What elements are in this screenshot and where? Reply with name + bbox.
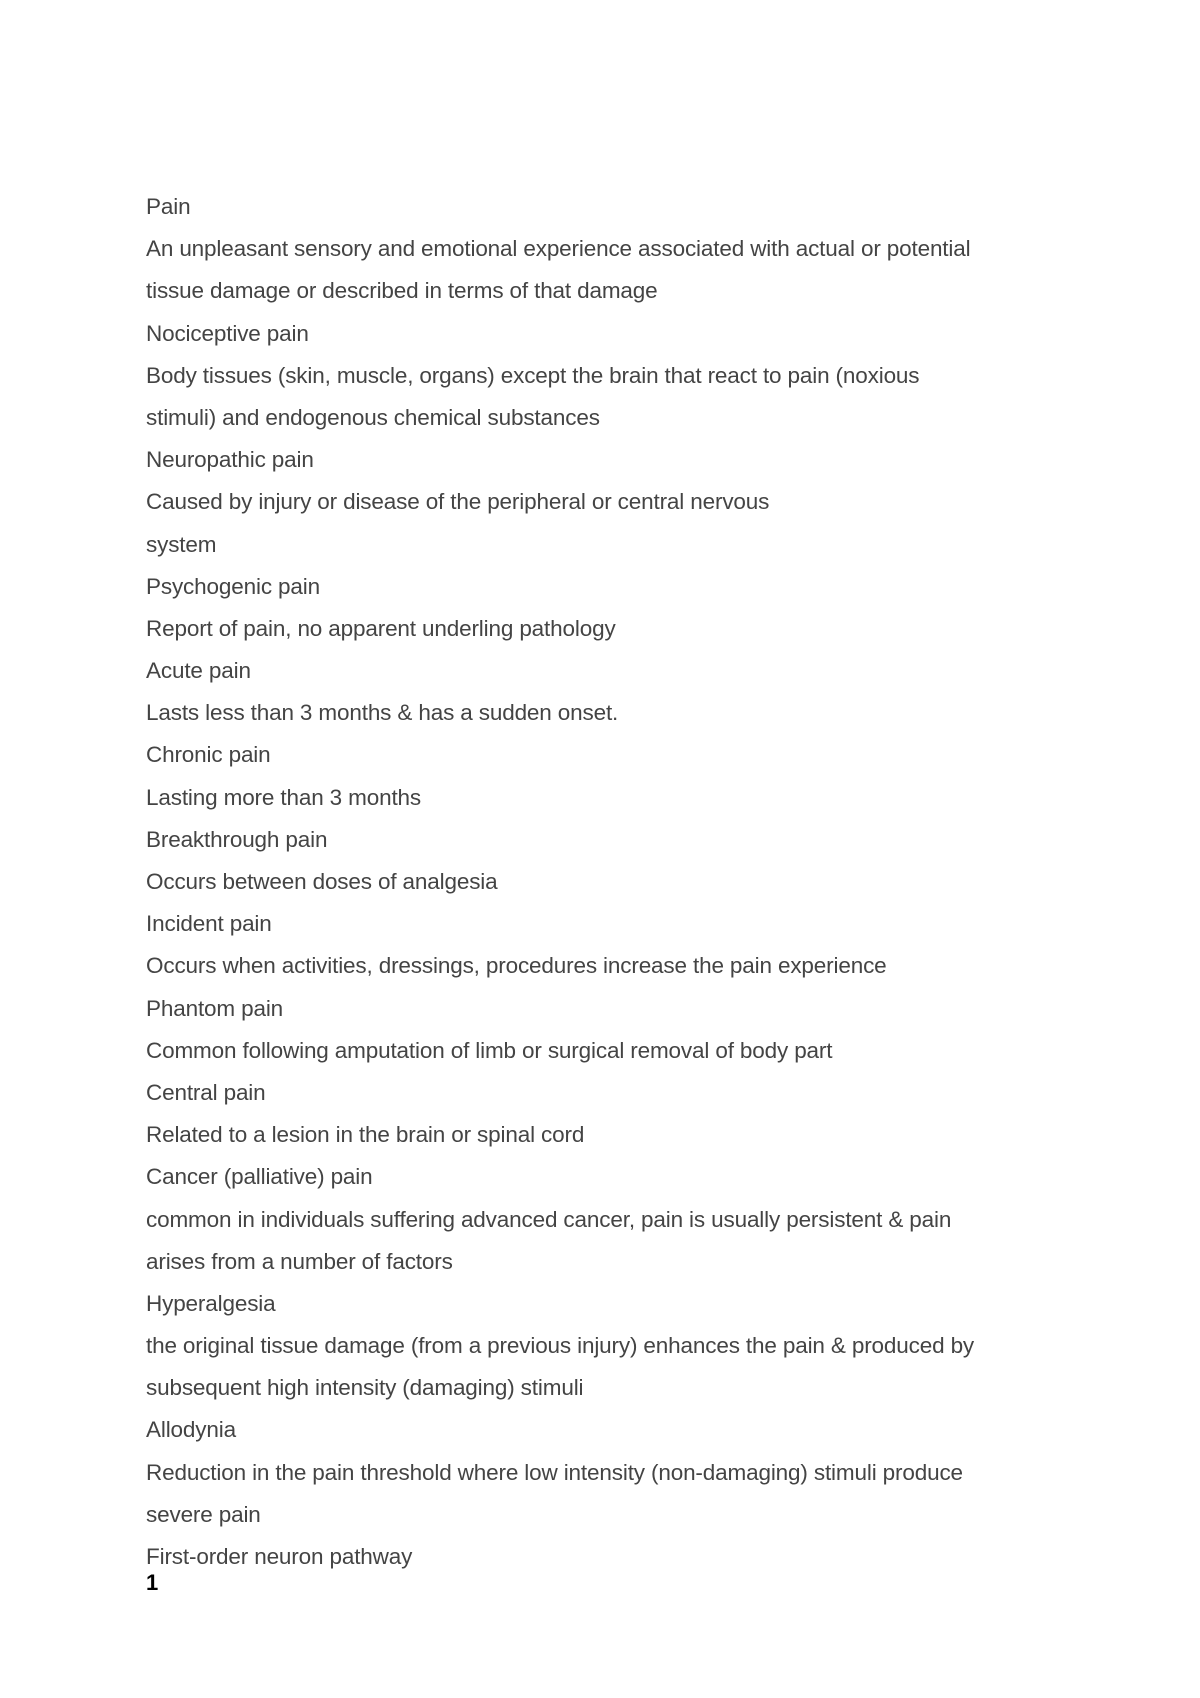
text-line: Breakthrough pain [146,826,328,852]
text-line: Hyperalgesia [146,1290,276,1316]
text-line: First-order neuron pathway [146,1544,413,1569]
text-line: stimuli) and endogenous chemical substances [146,404,600,430]
text-line: Nociceptive pain [146,320,309,346]
text-line: common in individuals suffering advanced cancer, pain is usually persistent & pain [146,1206,952,1232]
text-line: Incident pain [146,911,272,937]
text-line: tissue damage or described in terms of that damage [146,278,658,304]
text-line: Reduction in the pain threshold where low intensity (non-damaging) stimuli produce [146,1459,963,1485]
text-line: Lasting more than 3 months [146,784,422,810]
text-line: Caused by injury or disease of the peripheral or central nervous [146,489,770,515]
text-line: arises from a number of factors [146,1248,453,1274]
text-line: Occurs when activities, dressings, procedures increase the pain experience [146,953,887,979]
text-line: Neuropathic pain [146,447,314,473]
text-line: An unpleasant sensory and emotional experience associated with actual or potential [146,236,971,262]
text-line: Common following amputation of limb or surgical removal of body part [146,1037,833,1063]
text-line: Acute pain [146,658,251,684]
text-line: the original tissue damage (from a previous injury) enhances the pain & produced by [146,1333,975,1359]
text-line: Body tissues (skin, muscle, organs) except the brain that react to pain (noxious [146,362,920,388]
text-line: Psychogenic pain [146,573,320,599]
text-line: Occurs between doses of analgesia [146,869,498,894]
document-body [146,186,1076,1578]
text-line: subsequent high intensity (damaging) stimuli [146,1375,584,1401]
text-line: Lasts less than 3 months & has a sudden onset. [146,700,619,726]
text-line: Chronic pain [146,742,271,768]
text-line: severe pain [146,1501,261,1527]
text-line: Related to a lesion in the brain or spinal cord [146,1122,585,1148]
text-line: Central pain [146,1079,266,1105]
text-line: Report of pain, no apparent underling pathology [146,615,616,641]
page-number: 1 [146,1570,159,1595]
text-line: system [146,531,217,557]
text-line: Allodynia [146,1417,236,1443]
text-line: Pain [146,194,191,219]
text-line: Phantom pain [146,995,284,1021]
text-line: Cancer (palliative) pain [146,1164,373,1190]
